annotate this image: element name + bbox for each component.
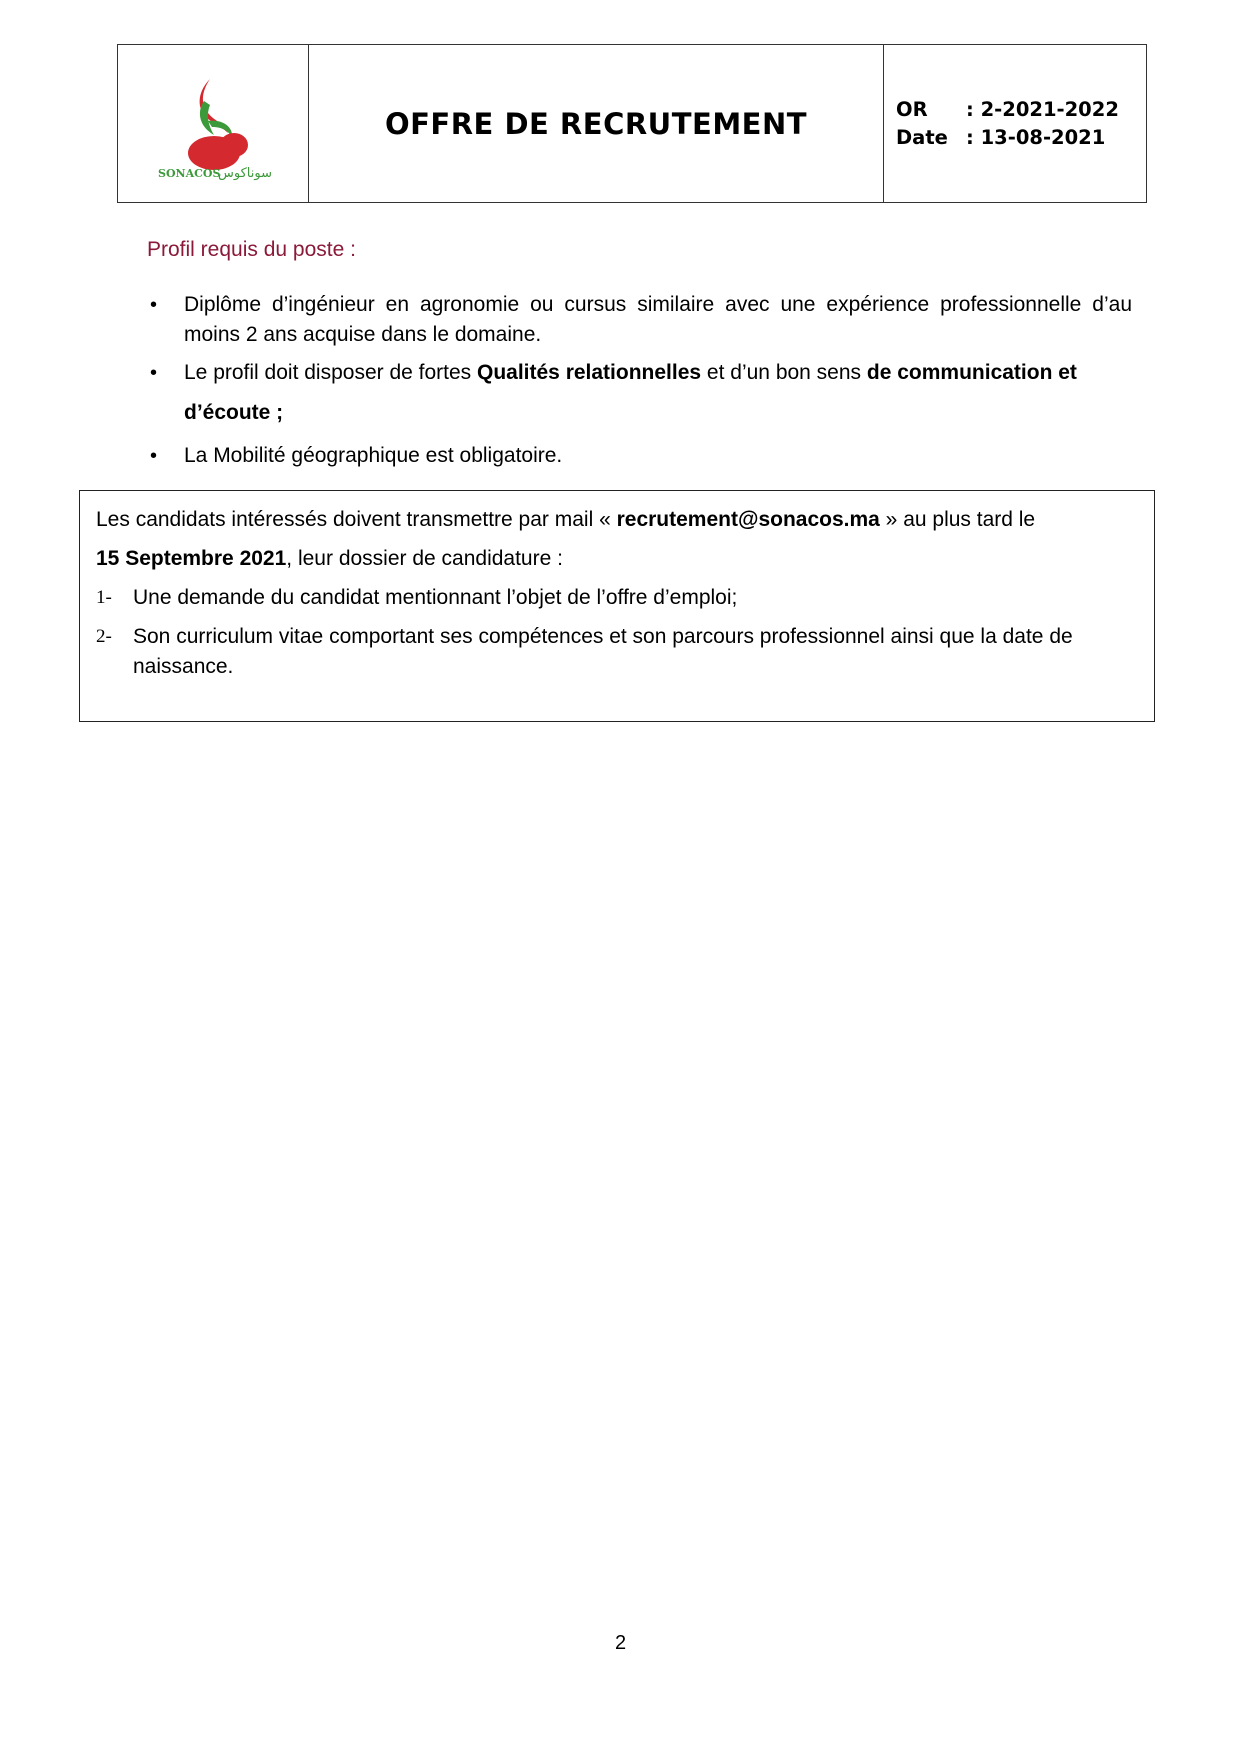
- logo-cell: [118, 45, 309, 203]
- page-title: OFFRE DE RECRUTEMENT: [309, 45, 884, 203]
- application-box: [79, 490, 1155, 722]
- application-intro: [96, 500, 1138, 539]
- email-address: recrutement@sonacos.ma: [616, 508, 880, 531]
- list-number: 1-: [96, 587, 112, 608]
- intro-text: » au plus tard le: [879, 508, 1036, 531]
- application-deadline: [96, 539, 1138, 578]
- bullet-text-part: et d’un bon sens: [701, 361, 867, 384]
- list-item: [147, 290, 1132, 350]
- page-number: 2: [614, 1632, 627, 1654]
- bullet-icon: •: [150, 362, 158, 384]
- date-label: Date: [896, 125, 948, 149]
- list-item: [96, 578, 1138, 617]
- bullet-icon: •: [150, 445, 158, 467]
- list-item: [147, 353, 1132, 433]
- svg-text:SONACOS: SONACOS: [158, 167, 221, 180]
- reference-label: OR: [896, 97, 928, 121]
- bullet-text: La Mobilité géographique est obligatoire.: [184, 444, 563, 467]
- sonacos-logo: [148, 61, 278, 181]
- list-number: 2-: [96, 626, 112, 647]
- list-item-text: Une demande du candidat mentionnant l’objet de l’offre d’emploi;: [133, 586, 738, 609]
- date-row: [896, 124, 1146, 152]
- reference-value: : 2-2021-2022: [966, 97, 1119, 121]
- list-item: [96, 622, 1138, 682]
- header-table: [117, 44, 1147, 203]
- list-item-text: Son curriculum vitae comportant ses compétences et son parcours professionnel ainsi que la date de naissance.: [133, 625, 1073, 678]
- date-value: : 13-08-2021: [966, 125, 1106, 149]
- intro-text: Les candidats intéressés doivent transmettre par mail «: [96, 508, 617, 531]
- bullet-text-part: Le profil doit disposer de fortes: [184, 361, 477, 384]
- svg-text:سوناكوس: سوناكوس: [218, 166, 272, 181]
- deadline-text: , leur dossier de candidature :: [286, 547, 563, 570]
- reference-block: [884, 45, 1147, 203]
- list-item: [147, 441, 1132, 471]
- reference-row: [896, 96, 1146, 124]
- bullet-bold-text: de communication et d’écoute ;: [184, 361, 1077, 424]
- deadline-date: 15 Septembre 2021: [96, 547, 287, 570]
- bullet-bold-text: Qualités relationnelles: [477, 361, 702, 384]
- profile-bullet-list: [147, 290, 1132, 471]
- bullet-icon: •: [150, 294, 158, 316]
- bullet-text: Diplôme d’ingénieur en agronomie ou cursus similaire avec une expérience professionnelle d’au moins 2 ans acquise dans le domaine.: [184, 293, 1132, 346]
- profile-section-title: Profil requis du poste :: [147, 238, 356, 261]
